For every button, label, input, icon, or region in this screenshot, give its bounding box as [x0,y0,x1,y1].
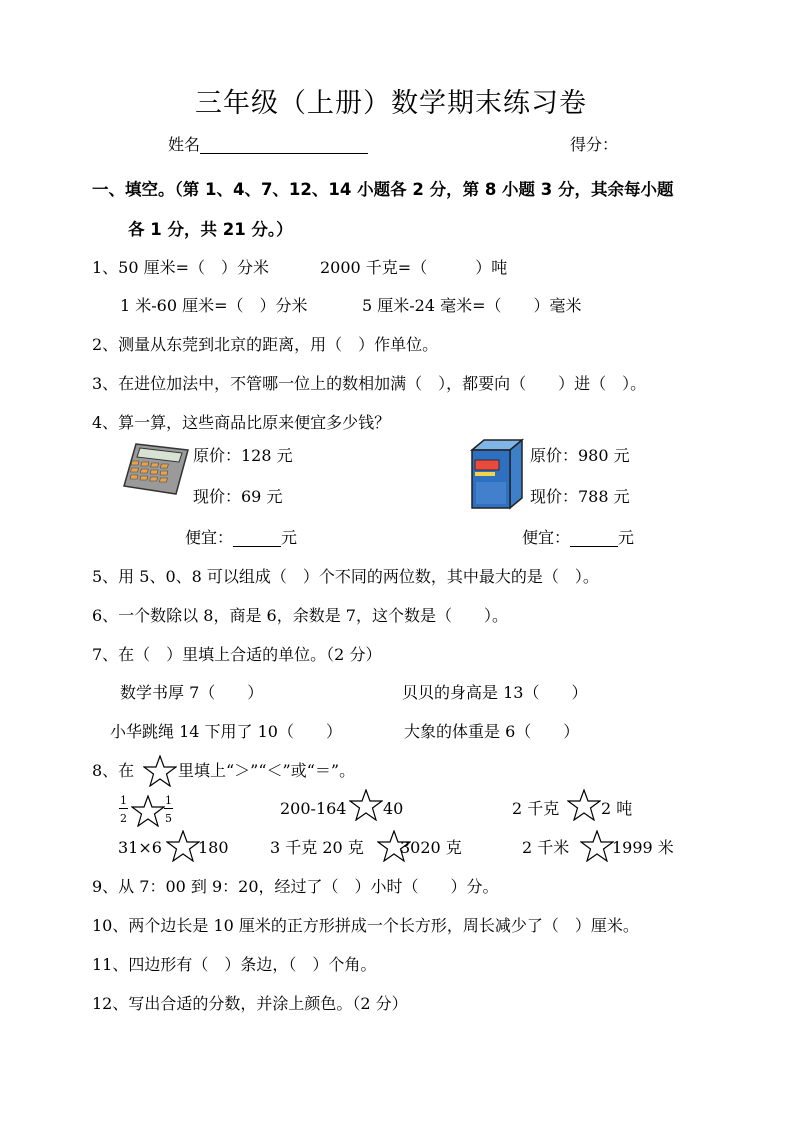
q8-prefix: 8、在 [92,761,135,780]
star-input[interactable] [131,795,165,827]
q8-e-right: 3020 克 [400,838,462,857]
cheap-label: 便宜： [185,528,234,547]
q4-item2-now: 现价：788 元 [530,487,630,506]
star-input[interactable] [377,830,411,862]
q7-a: 数学书厚 7（ ） [120,683,264,702]
q8-f-left: 2 千米 [522,838,570,857]
q4-item2-cheap [522,530,634,547]
q8-e-left: 3 千克 20 克 [270,838,364,857]
section1-heading: 一、填空。（第 1、4、7、12、14 小题各 2 分，第 8 小题 3 分，其余每小题 [92,180,674,199]
q1-d: 5 厘米-24 毫米=（ ）毫米 [362,296,582,315]
score-label: 得分： [570,135,619,154]
q8-d-left: 31×6 [118,838,162,857]
cheap-unit: 元 [281,528,298,547]
q10: 10、两个边长是 10 厘米的正方形拼成一个长方形，周长减少了（ ）厘米。 [92,916,639,935]
q4-item2-orig: 原价：980 元 [530,446,630,465]
q1-a: 1、50 厘米=（ ）分米 [92,258,270,277]
q1-c: 1 米-60 厘米=（ ）分米 [120,296,308,315]
cheap-blank[interactable] [233,530,281,547]
star-input[interactable] [580,830,614,862]
calculator-icon [122,442,190,496]
q8-d-right: 180 [198,838,229,857]
star-input[interactable] [567,789,601,821]
name-blank[interactable] [200,137,368,154]
q8-frac2-bar [164,808,173,809]
section1-heading-cont: 各 1 分，共 21 分。） [128,220,293,239]
cheap-label: 便宜： [522,528,571,547]
q8-f-right: 1999 米 [612,838,674,857]
q8-c-right: 2 吨 [601,799,633,818]
q8-b-left: 200-164 [280,799,347,818]
page-title: 三年级（上册）数学期末练习卷 [195,88,587,119]
cheap-unit: 元 [618,528,635,547]
q4-item1-orig: 原价：128 元 [193,446,293,465]
q7-text: 7、在（ ）里填上合适的单位。（2 分） [92,645,382,664]
q4-item1-now: 现价：69 元 [193,487,283,506]
q1-b: 2000 千克=（ ）吨 [320,258,508,277]
q8-frac2-den: 5 [165,812,172,825]
q8-c-left: 2 千克 [512,799,560,818]
star-shape [143,755,177,787]
star-input[interactable] [166,830,200,862]
q5: 5、用 5、0、8 可以组成（ ）个不同的两位数，其中最大的是（ ）。 [92,567,599,586]
q8-suffix: 里填上“＞”“＜”或“＝”。 [178,761,356,780]
q4-item1-cheap [185,530,297,547]
name-field [168,137,368,154]
q12: 12、写出合适的分数，并涂上颜色。（2 分） [92,994,408,1013]
q8-frac1-num: 1 [120,794,127,807]
q2: 2、测量从东莞到北京的距离，用（ ）作单位。 [92,335,439,354]
q6: 6、一个数除以 8，商是 6，余数是 7，这个数是（ ）。 [92,606,508,625]
q8-frac2-num: 1 [165,794,172,807]
q8-b-right: 40 [383,799,404,818]
name-label: 姓名 [168,135,201,154]
q7-b: 贝贝的身高是 13（ ） [402,683,588,702]
q7-c: 小华跳绳 14 下用了 10（ ） [110,722,342,741]
q8-frac1-den: 2 [120,812,127,825]
q11: 11、四边形有（ ）条边，（ ）个角。 [92,955,377,974]
star-input[interactable] [349,789,383,821]
q4-text: 4、算一算，这些商品比原来便宜多少钱？ [92,413,391,432]
q7-d: 大象的体重是 6（ ） [404,722,580,741]
q8-frac1-bar [119,808,128,809]
cheap-blank[interactable] [570,530,618,547]
book-box-icon [468,438,526,510]
q3: 3、在进位加法中，不管哪一位上的数相加满（ ），都要向（ ）进（ ）。 [92,374,647,393]
q9: 9、从 7：00 到 9：20，经过了（ ）小时（ ）分。 [92,877,499,896]
